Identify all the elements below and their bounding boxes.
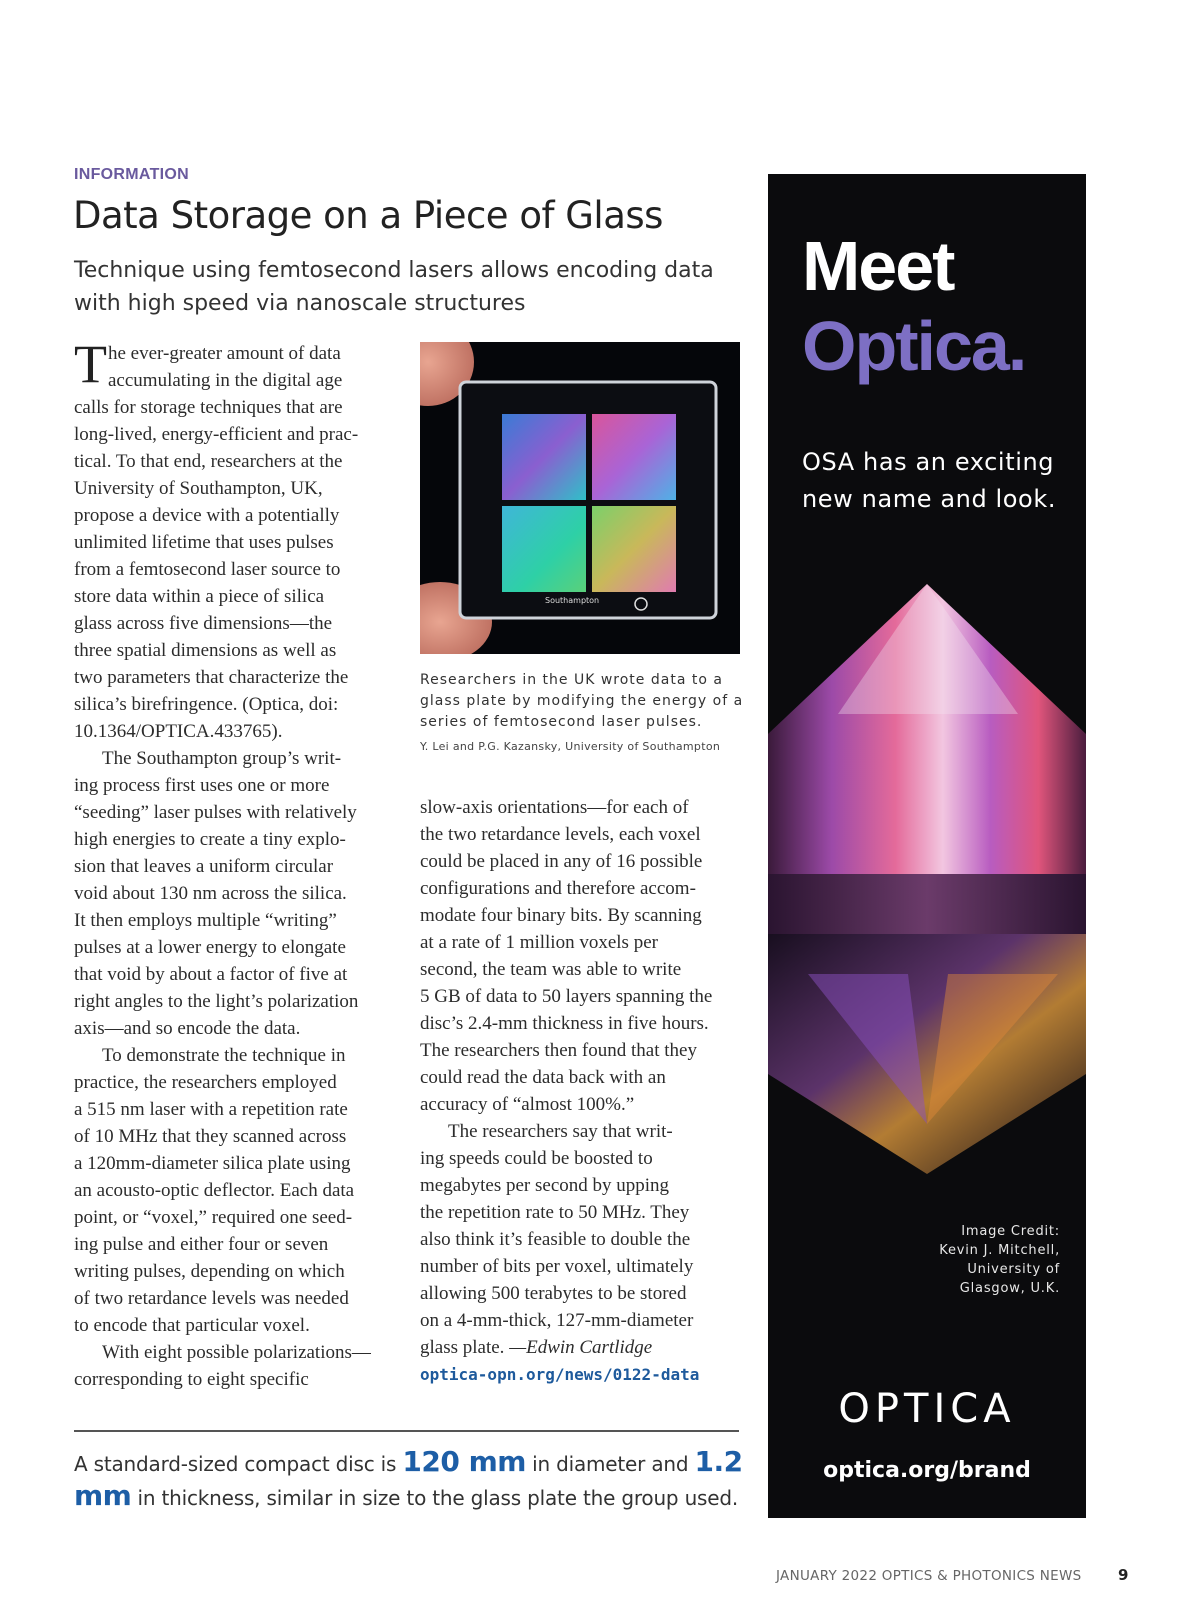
ad-url-link[interactable]: optica.org/brand	[823, 1458, 1031, 1483]
glass-plate-photo	[420, 342, 740, 654]
photo-caption: Researchers in the UK wrote data to a glass plate by modifying the energy of a series of femtosecond laser pulses.	[420, 672, 744, 730]
article-line: of two retardance levels was needed	[74, 1288, 349, 1309]
article-line: a 515 nm laser with a repetition rate	[74, 1099, 348, 1120]
article-deck: Technique using femtosecond lasers allows encoding data with high speed via nanoscale structures	[74, 258, 714, 316]
article-line: megabytes per second by upping	[420, 1175, 670, 1196]
ad-headline-optica: Optica.	[802, 307, 1026, 385]
article-line: With eight possible polarizations—	[102, 1342, 371, 1363]
article-link[interactable]: optica-opn.org/news/0122-data	[420, 1365, 700, 1384]
article-line: glass across five dimensions—the	[74, 613, 333, 634]
article-line: two parameters that characterize the	[74, 667, 349, 688]
callout-value-diameter: 120 mm	[402, 1445, 526, 1478]
article-column-1	[74, 334, 394, 1393]
article-line: The researchers say that writ-	[448, 1121, 673, 1142]
drop-cap: T	[74, 334, 107, 394]
callout-text-mid: in diameter and	[525, 1452, 695, 1476]
article-line: also think it’s feasible to double the	[420, 1229, 691, 1250]
article-line: the two retardance levels, each voxel	[420, 824, 701, 845]
article-line: of 10 MHz that they scanned across	[74, 1126, 347, 1147]
article-line: writing pulses, depending on which	[74, 1261, 345, 1282]
article-line: number of bits per voxel, ultimately	[420, 1256, 694, 1277]
article-line: 10.1364/OPTICA.433765).	[74, 721, 283, 742]
article-line: long-lived, energy-efficient and prac-	[74, 424, 359, 445]
article-line	[420, 1334, 750, 1361]
article-line: at a rate of 1 million voxels per	[420, 932, 658, 953]
article-line: to encode that particular voxel.	[74, 1315, 310, 1336]
article-line: ing pulse and either four or seven	[74, 1234, 329, 1255]
footer-issue: JANUARY 2022 OPTICS & PHOTONICS NEWS	[776, 1568, 1082, 1584]
article-line: University of Southampton, UK,	[74, 478, 323, 499]
cd-callout	[74, 1446, 754, 1514]
page-number: 9	[1118, 1566, 1129, 1584]
article-line: unlimited lifetime that uses pulses	[74, 532, 334, 553]
callout-text-pre: A standard-sized compact disc is	[74, 1452, 403, 1476]
article-line: practice, the researchers employed	[74, 1072, 337, 1093]
article-line: point, or “voxel,” required one seed-	[74, 1207, 353, 1228]
article-line: high energies to create a tiny explo-	[74, 829, 346, 850]
callout-text-post: in thickness, similar in size to the glass plate the group used.	[131, 1486, 739, 1510]
article-line: could read the data back with an	[420, 1067, 666, 1088]
article-line: disc’s 2.4-mm thickness in five hours.	[420, 1013, 709, 1034]
optica-advertisement[interactable]	[768, 174, 1086, 1518]
article-line: ing process first uses one or more	[74, 775, 330, 796]
callout-value-thickness: 1.2 mm	[74, 1445, 743, 1512]
article-line: three spatial dimensions as well as	[74, 640, 337, 661]
article-line: The researchers then found that they	[420, 1040, 697, 1061]
article-column-2	[420, 794, 750, 1388]
optica-logo: OPTICA	[838, 1386, 1016, 1432]
article-line: “seeding” laser pulses with relatively	[74, 802, 357, 823]
article-line: allowing 500 terabytes to be stored	[420, 1283, 687, 1304]
section-label: INFORMATION	[74, 166, 189, 183]
article-line: axis—and so encode the data.	[74, 1018, 301, 1039]
article-line-text: glass plate.	[420, 1337, 510, 1358]
article-line: an acousto-optic deflector. Each data	[74, 1180, 355, 1201]
article-line: void about 130 nm across the silica.	[74, 883, 347, 904]
article-line: that void by about a factor of five at	[74, 964, 348, 985]
ad-credit-line: University of	[967, 1262, 1060, 1277]
photo-logo-text: Southampton	[545, 596, 600, 605]
article-line: It then employs multiple “writing”	[74, 910, 337, 931]
article-line: The Southampton group’s writ-	[102, 748, 342, 769]
ad-credit-line: Kevin J. Mitchell,	[939, 1243, 1060, 1258]
article-line: slow-axis orientations—for each of	[420, 797, 689, 818]
article-line: could be placed in any of 16 possible	[420, 851, 703, 872]
callout-rule	[74, 1430, 739, 1432]
ad-credit-line: Image Credit:	[961, 1224, 1060, 1239]
article-line: calls for storage techniques that are	[74, 397, 343, 418]
article-line: store data within a piece of silica	[74, 586, 325, 607]
article-line: accumulating in the digital age	[108, 370, 343, 391]
article-line: second, the team was able to write	[420, 959, 682, 980]
article-line: silica’s birefringence. (Optica, doi:	[74, 694, 339, 715]
article-line: right angles to the light’s polarization	[74, 991, 359, 1012]
article-line: pulses at a lower energy to elongate	[74, 937, 346, 958]
article-line: propose a device with a potentially	[74, 505, 340, 526]
glass-plate-illustration	[420, 342, 740, 654]
article-line: ing speeds could be boosted to	[420, 1148, 653, 1169]
article-line: a 120mm-diameter silica plate using	[74, 1153, 351, 1174]
article-line: modate four binary bits. By scanning	[420, 905, 702, 926]
article-line: tical. To that end, researchers at the	[74, 451, 343, 472]
article-line: To demonstrate the technique in	[102, 1045, 346, 1066]
article-headline: Data Storage on a Piece of Glass	[73, 194, 663, 237]
photo-credit: Y. Lei and P.G. Kazansky, University of Southampton	[420, 740, 721, 753]
ad-tagline: OSA has an exciting new name and look.	[802, 448, 1057, 513]
article-line: configurations and therefore accom-	[420, 878, 696, 899]
ad-credit-line: Glasgow, U.K.	[959, 1281, 1060, 1296]
article-line: the repetition rate to 50 MHz. They	[420, 1202, 690, 1223]
ad-image-credit	[860, 1222, 1060, 1298]
article-line: 5 GB of data to 50 layers spanning the	[420, 986, 713, 1007]
author-byline: —Edwin Cartlidge	[509, 1337, 653, 1358]
article-line: corresponding to eight specific	[74, 1369, 309, 1390]
article-line: accuracy of “almost 100%.”	[420, 1094, 635, 1115]
article-line: on a 4-mm-thick, 127-mm-diameter	[420, 1310, 694, 1331]
article-line: sion that leaves a uniform circular	[74, 856, 334, 877]
article-line: he ever-greater amount of data	[108, 343, 341, 364]
ad-headline-meet: Meet	[802, 227, 954, 305]
article-line: from a femtosecond laser source to	[74, 559, 341, 580]
